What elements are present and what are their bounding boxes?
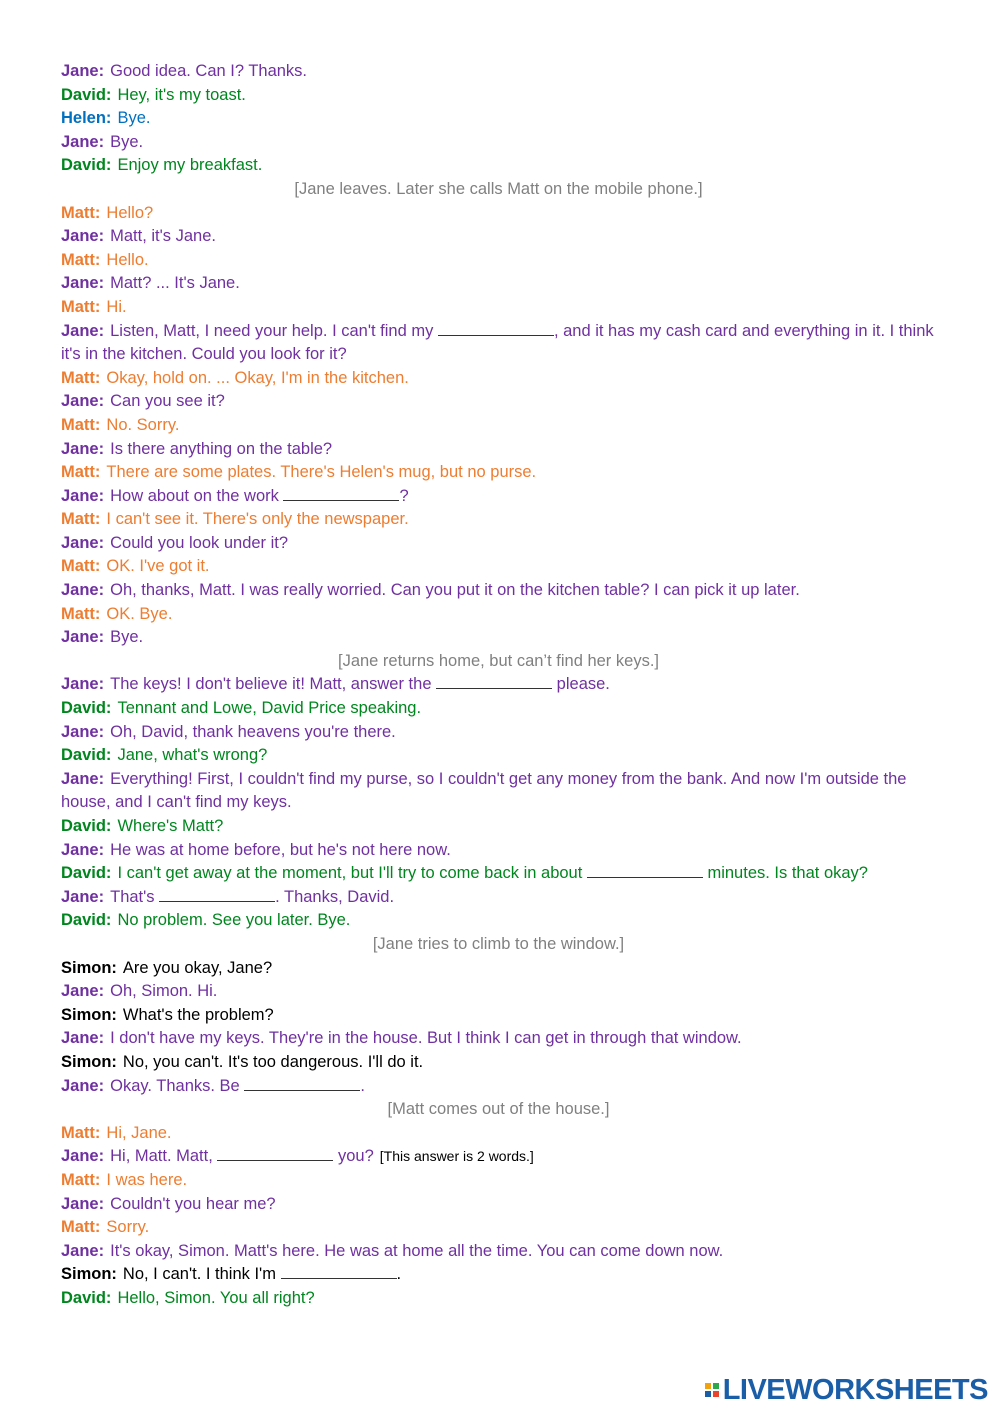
speaker-label: Jane: [61, 982, 105, 1001]
dialogue-line [61, 697, 936, 721]
dialogue-text: Hi. [106, 297, 127, 316]
dialogue-line [61, 202, 936, 226]
dialogue-text-after: , and it has my cash card and everything in it. I think it's in the kitchen. Could you look for it? [61, 321, 934, 364]
dialogue-line [61, 603, 936, 627]
speaker-label: David: [61, 911, 112, 930]
speaker-label: Jane: [61, 581, 105, 600]
dialogue-text: Matt, it's Jane. [110, 227, 216, 246]
answer-blank[interactable] [159, 887, 275, 902]
speaker-label: Simon: [61, 958, 117, 977]
dialogue-line [61, 508, 936, 532]
dialogue-text: Hello? [106, 203, 154, 222]
dialogue-text-after: ? [399, 486, 409, 505]
dialogue-text: Jane, what's wrong? [117, 746, 268, 765]
speaker-label: Jane: [61, 439, 105, 458]
dialogue-text-after: please. [552, 675, 610, 694]
dialogue-text: Can you see it? [110, 392, 225, 411]
speaker-label: David: [61, 85, 112, 104]
speaker-label: Matt: [61, 415, 101, 434]
answer-blank[interactable] [438, 321, 554, 336]
dialogue-line [61, 980, 936, 1004]
dialogue-line [61, 131, 936, 155]
dialogue-text: Okay. Thanks. Be [110, 1076, 245, 1095]
dialogue-text: No, I can't. I think I'm [122, 1265, 281, 1284]
stage-direction: [Matt comes out of the house.] [387, 1100, 610, 1119]
dialogue-text-after: . Thanks, David. [275, 887, 395, 906]
dialogue-line [61, 1004, 936, 1028]
speaker-label: Matt: [61, 463, 101, 482]
dialogue-line [61, 815, 936, 839]
speaker-label: Jane: [61, 274, 105, 293]
speaker-label: Helen: [61, 109, 112, 128]
speaker-label: David: [61, 156, 112, 175]
dialogue-text: Bye. [117, 109, 151, 128]
dialogue-line [61, 367, 936, 391]
dialogue-text: No problem. See you later. Bye. [117, 911, 351, 930]
dialogue-line [61, 839, 936, 863]
speaker-label: Jane: [61, 887, 105, 906]
speaker-label: Jane: [61, 227, 105, 246]
speaker-label: Jane: [61, 628, 105, 647]
dialogue-text: I can't get away at the moment, but I'll try to come back in about [117, 864, 587, 883]
dialogue-line [61, 390, 936, 414]
dialogue-text: No. Sorry. [106, 415, 180, 434]
dialogue-line [61, 225, 936, 249]
dialogue-text: Is there anything on the table? [110, 439, 333, 458]
speaker-label: Matt: [61, 1218, 101, 1237]
dialogue-line [61, 485, 936, 509]
speaker-label: Jane: [61, 675, 105, 694]
speaker-label: Jane: [61, 769, 105, 788]
speaker-label: Jane: [61, 392, 105, 411]
dialogue-line [61, 1263, 936, 1287]
stage-direction: [Jane tries to climb to the window.] [372, 934, 625, 953]
dialogue-text: Oh, thanks, Matt. I was really worried. Can you put it on the kitchen table? I can pick it up later. [110, 581, 800, 600]
dialogue-text: Sorry. [106, 1218, 150, 1237]
dialogue-text-after: you? [333, 1147, 374, 1166]
dialogue-line [61, 957, 936, 981]
dialogue-text: Couldn't you hear me? [110, 1194, 276, 1213]
dialogue-line [61, 1075, 936, 1099]
dialogue-text: Matt? ... It's Jane. [110, 274, 240, 293]
speaker-label: Matt: [61, 1170, 101, 1189]
dialogue-line [61, 438, 936, 462]
dialogue-text: Oh, Simon. Hi. [110, 982, 218, 1001]
dialogue-text: Could you look under it? [110, 533, 289, 552]
dialogue-line [61, 1216, 936, 1240]
dialogue-text: It's okay, Simon. Matt's here. He was at home all the time. You can come down now. [110, 1241, 724, 1260]
answer-blank[interactable] [587, 863, 703, 878]
dialogue-line [61, 744, 936, 768]
dialogue-text: OK. Bye. [106, 604, 173, 623]
dialogue-text: What's the problem? [122, 1005, 274, 1024]
speaker-label: Matt: [61, 203, 101, 222]
dialogue-line [61, 1122, 936, 1146]
dialogue-line [61, 862, 936, 886]
speaker-label: Matt: [61, 557, 101, 576]
dialogue-line [61, 1287, 936, 1311]
dialogue-text: Bye. [110, 628, 144, 647]
speaker-label: Jane: [61, 486, 105, 505]
speaker-label: Matt: [61, 368, 101, 387]
speaker-label: Jane: [61, 1194, 105, 1213]
speaker-label: Jane: [61, 321, 105, 340]
speaker-label: David: [61, 864, 112, 883]
dialogue-line [61, 60, 936, 84]
dialogue-text: The keys! I don't believe it! Matt, answer the [110, 675, 437, 694]
dialogue-line [61, 626, 936, 650]
dialogue-text: Oh, David, thank heavens you're there. [110, 722, 396, 741]
speaker-label: Jane: [61, 1029, 105, 1048]
dialogue-text: Hi, Jane. [106, 1123, 172, 1142]
dialogue-text-after: . [360, 1076, 365, 1095]
speaker-label: Matt: [61, 510, 101, 529]
dialogue-text: Enjoy my breakfast. [117, 156, 263, 175]
speaker-label: Jane: [61, 1076, 105, 1095]
answer-blank[interactable] [281, 1264, 397, 1279]
speaker-label: Matt: [61, 1123, 101, 1142]
dialogue-line [61, 1169, 936, 1193]
dialogue-text: Hi, Matt. Matt, [110, 1147, 218, 1166]
dialogue-text: OK. I've got it. [106, 557, 210, 576]
speaker-label: David: [61, 699, 112, 718]
answer-note: [This answer is 2 words.] [379, 1148, 534, 1165]
stage-direction: [Jane returns home, but can’t find her keys.] [337, 651, 659, 670]
dialogue-text: Bye. [110, 132, 144, 151]
dialogue-line [61, 1240, 936, 1264]
dialogue-text: Where's Matt? [117, 817, 224, 835]
speaker-label: Jane: [61, 533, 105, 552]
speaker-label: Simon: [61, 1005, 117, 1024]
speaker-label: David: [61, 746, 112, 765]
dialogue-text: That's [110, 887, 160, 906]
dialogue-line [61, 154, 936, 178]
dialogue-line [61, 249, 936, 273]
dialogue-line [61, 532, 936, 556]
dialogue-text: Tennant and Lowe, David Price speaking. [117, 699, 422, 718]
dialogue-line [61, 320, 936, 367]
dialogue-line [61, 1051, 936, 1075]
answer-blank[interactable] [436, 674, 552, 689]
stage-direction: [Jane leaves. Later she calls Matt on the mobile phone.] [294, 179, 703, 198]
dialogue-line [61, 673, 936, 697]
logo-mark-icon [705, 1383, 719, 1397]
answer-blank[interactable] [283, 486, 399, 501]
dialogue-text: I was here. [106, 1170, 188, 1189]
dialogue-line [61, 886, 936, 910]
dialogue-line [61, 1145, 936, 1169]
dialogue-line [61, 84, 936, 108]
dialogue-line [61, 1193, 936, 1217]
dialogue-text: There are some plates. There's Helen's mug, but no purse. [106, 463, 537, 482]
dialogue-text: How about on the work [110, 486, 284, 505]
dialogue-text: Good idea. Can I? Thanks. [110, 62, 308, 80]
dialogue-text: Everything! First, I couldn't find my purse, so I couldn't get any money from the bank. And now I'm outside the house, and I can't find my keys. [61, 769, 907, 812]
speaker-label: Matt: [61, 604, 101, 623]
dialogue-line [61, 461, 936, 485]
speaker-label: Jane: [61, 1241, 105, 1260]
logo-wordmark: LIVEWORKSHEETS [722, 1373, 988, 1406]
dialogue-line [61, 579, 936, 603]
answer-blank[interactable] [217, 1146, 333, 1161]
speaker-label: Jane: [61, 840, 105, 859]
speaker-label: Matt: [61, 297, 101, 316]
dialogue-line [61, 1027, 936, 1051]
dialogue-line [61, 414, 936, 438]
dialogue-text: He was at home before, but he's not here now. [110, 840, 451, 859]
dialogue-text: Are you okay, Jane? [122, 958, 273, 977]
answer-blank[interactable] [244, 1076, 360, 1091]
speaker-label: David: [61, 817, 112, 835]
dialogue-line [61, 909, 936, 933]
dialogue-text: Hey, it's my toast. [117, 85, 246, 104]
speaker-label: Simon: [61, 1052, 117, 1071]
dialogue-text: Okay, hold on. ... Okay, I'm in the kitchen. [106, 368, 409, 387]
dialogue-text: I don't have my keys. They're in the house. But I think I can get in through that window. [110, 1029, 742, 1048]
speaker-label: Jane: [61, 132, 105, 151]
speaker-label: Matt: [61, 250, 101, 269]
dialogue-line [61, 296, 936, 320]
speaker-label: David: [61, 1288, 112, 1307]
dialogue-text-after: . [396, 1265, 402, 1284]
dialogue-line [61, 272, 936, 296]
dialogue-text: No, you can't. It's too dangerous. I'll do it. [122, 1052, 424, 1071]
dialogue-text: Listen, Matt, I need your help. I can't find my [110, 321, 438, 340]
dialogue-text: Hello, Simon. You all right? [117, 1288, 315, 1307]
speaker-label: Simon: [61, 1265, 117, 1284]
dialogue-line [61, 768, 936, 815]
speaker-label: Jane: [61, 722, 105, 741]
dialogue-line [61, 555, 936, 579]
dialogue-text: I can't see it. There's only the newspaper. [106, 510, 409, 529]
liveworksheets-logo [705, 1374, 988, 1406]
dialogue-script [61, 60, 936, 1310]
dialogue-text-after: minutes. Is that okay? [702, 864, 868, 883]
speaker-label: Jane: [61, 62, 105, 80]
dialogue-line [61, 107, 936, 131]
dialogue-line [61, 721, 936, 745]
speaker-label: Jane: [61, 1147, 105, 1166]
dialogue-text: Hello. [106, 250, 149, 269]
